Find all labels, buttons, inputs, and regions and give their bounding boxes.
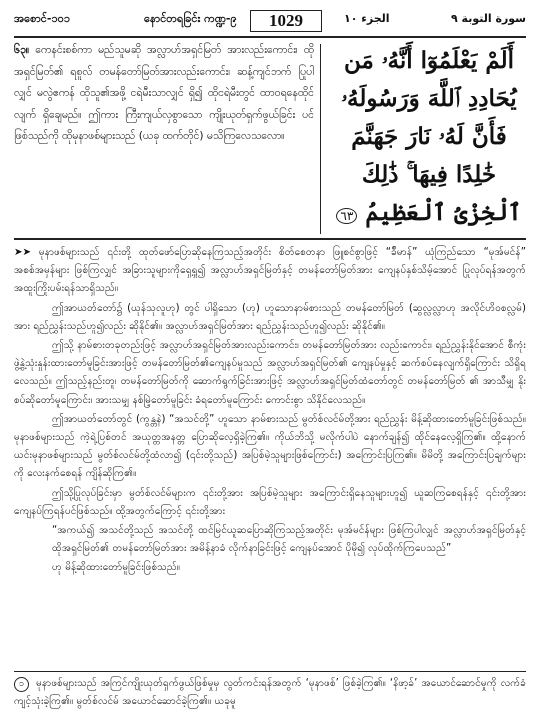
paragraph-text: မုနာဖစ်များသည် ၎င်းတို့ ထုတ်ဖော်ပြောဆိုနေကြသည့်အတိုင်း စိတ်စေတနာ ဖြူစင်စွာဖြင့် “ခ်ီမာန်” ယုံကြည်သော “မုအ်မင်န်” အစစ်အမှန်များ ဖြစ်ကြလျှင် အခြားသူများကိုရှေ့ရှု၍ အလ္လာဟ်အရှင်မြတ်နှင့် တမန်တော်မြတ်အား ကျေနပ်နှစ်သိမ့်အောင် ပြုလုပ်ရန်အတွက် အထူးကြိုးပမ်းရန်သာရှိသည်။ bbox=[14, 247, 526, 295]
footnote-marker: ၁ bbox=[14, 677, 29, 692]
arabic-verse bbox=[332, 42, 526, 235]
section-title: နောင်တရခြင်း ကဏ္ဍ-၉ bbox=[144, 12, 237, 25]
ayah-number-marker: ٦٣ bbox=[336, 208, 357, 224]
arabic-line-text: ٱلْخِزْىُ ٱلْعَظِيمُ bbox=[365, 199, 522, 226]
arabic-line: أَلَمْ يَعْلَمُوٓا أَنَّهُۥ مَن bbox=[343, 47, 515, 74]
commentary-paragraph: ဤအာယတ်တော်၌ (ယုန်သုလူဟု) တွင် ပါရှိသော (ဟု) ဟူသောနာမ်စားသည် တမန်တော်မြတ် (ဆွလ္လလ္လာဟု အလိုင်ဟိဝစလ္လမ်) အား ရည်ညွှန်းသည်ဟူ၍လည်း ဆိုနိုင်၏။ အလ္လာဟ်အရှင်မြတ်အား ရည်ညွှန်းသည်ဟူ၍လည်း ဆိုနိုင်၏။ bbox=[14, 302, 526, 332]
commentary-paragraph: ဤသို့ နာမ်စားတခုတည်းဖြင့် အလ္လာဟ်အရှင်မြတ်အားလည်းကောင်း၊ တမန်တော်မြတ်အား လည်းကောင်း၊ ရည်ညွှန်းနိုင်အောင် စီကုံးဖွဲ့နွဲ့သုံးနှုန်းထားတော်မူခြင်းအားဖြင့် တမန်တော်မြတ်၏ကျေနပ်မှုသည် အလ္လာဟ်အရှင်မြတ်၏ ကျေနပ်မှုနှင့် ဆက်စပ်နေလျက်ရှိကြောင်း သိရှိရလေသည်။ ဤသည့်နည်းတူ၊ တမန်တော်မြတ်ကို ဆောက်ရွက်ခြင်းအားဖြင့် အလ္လာဟ်အရှင်မြတ်ထံတော်တွင် တမန်တော်မြတ် ၏ အာသီမျှ နိုးစပ်ဆိုတော်မူကြောင်း၊ အားသမျှ နစ်မြဲ့တော်မူခြင်း ခံရတော်မူကြောင်း ကောင်းစွာ သိနိုင်လေသည်။ bbox=[14, 340, 526, 406]
translation-line: ထက်တိုင်) မသိကြလေသလော။ bbox=[162, 130, 285, 143]
page-header bbox=[14, 10, 526, 38]
commentary-paragraph: ဤအာယတ်တော်တွင် (ကွန္တနဲ) “အသင်တို့” ဟူသော နာမ်စားသည် မွတ်စ်လင်မ်တို့အား ရည်ညွှန်း မိန့်ဆိုထားတော်မူခြင်းဖြစ်သည်။ မုနာဖစ်များသည် ကဲ့ရဲ့ပြစ်တင် အယုတ္တအနတ္တ ပြောဆိုလေ့ရှိခဲ့ကြ၏။ ကိုယ်ဘိသို့ မလိုက်ပါပဲ နောက်ချန်၍ ထိုင်နေလေ့ရှိကြ၏။ ထို့နောက် ယင်းမုနာဖစ်များသည် မွတ်စ်လင်မ်တို့ထံလာ၍ (၎င်းတို့သည်) အပြစ်မဲ့သူများဖြစ်ကြောင်း) အကြောင်းပြကြ၏။ မိမိတို့ အကြောင်းပြချက်များကို လေးနက်စေရန် ကျိန်ဆိုကြ၏။ bbox=[14, 413, 526, 480]
arabic-line bbox=[332, 194, 526, 235]
footnote-text: မုနာဖစ်များသည် အကြင်ကျိုးယုတ်ရှက်ဖွယ်ဖြစ်မှုမှ လွတ်ကင်းရန်အတွက် ‘မုနာဖစ်’ ဖြစ်ခဲ့ကြ၏။ ‘နိဖာ့ခ်’ အယောင်ဆောင်မှုကို လက်ခံကျင့်သုံးခဲ့ကြ၏။ မွတ်စ်လင်မ် အယောင်ဆောင်ခဲ့ကြ၏။ ယခုမူ bbox=[14, 678, 526, 707]
commentary-paragraph: ဟု မိန့်ဆိုထားတော်မူခြင်းဖြစ်သည်။ bbox=[52, 562, 180, 574]
translation-line: ရှိ၍ ထိုငရဲမီးတွင် ထာဝရနေထိုင်လျက် ရှိချေမည်။ bbox=[14, 87, 315, 121]
translation-line: ပြုပါလျှင် မလွဲဧကန် ထိုသူ၏အဖို့ ငရဲမီးသာလျှင် bbox=[14, 65, 314, 100]
translation-line: အားလည်းကောင်း၊ ထို အရှင်မြတ်၏ ရစူလ် bbox=[14, 44, 314, 78]
arabic-line: فَأَنَّ لَهُۥ نَارَ جَهَنَّمَ bbox=[351, 123, 507, 150]
arrow-icon: ➤➤ bbox=[14, 247, 32, 258]
verse-number: ၆၃။ bbox=[14, 44, 30, 56]
column-divider bbox=[320, 44, 321, 234]
footnote bbox=[14, 675, 526, 711]
issue-number: အစောင်-၁၀၁ bbox=[14, 12, 71, 25]
footnote-divider bbox=[14, 671, 526, 672]
arabic-line: خَٰلِدًا فِيهَا ۚ ذَٰلِكَ bbox=[361, 161, 497, 188]
commentary-quote: “အကယ်၍ အသင်တို့သည် အသင်တို့ ထင်မြင်ယူဆပြောဆိုကြသည့်အတိုင်း မုအ်မင်န်များ ဖြစ်ကြပါလျှင် အလ္လာဟ်အရှင်မြတ်နှင့် ထိုအရှင်မြတ်၏ တမန်တော်မြတ်အား အမိန့်နာခံ လိုက်နာခြင်းဖြင့် ကျေနပ်အောင် ပိုမို၍ လုပ်ထိုက်ကြပေသည်” bbox=[52, 525, 526, 555]
commentary bbox=[14, 244, 526, 579]
page-number: 1029 bbox=[250, 10, 322, 32]
verse-translation bbox=[14, 40, 314, 148]
translation-line: ကေနင်းစစ်ကာ မည်သူမဆို အလ္လာဟ်အရှင်မြတ် bbox=[35, 44, 222, 56]
translation-line: ဤကား ကြီးကျယ်လှစွာသော ကျိုးယုတ်ရှက်ဖွယ်ခြင်း bbox=[88, 108, 296, 121]
commentary-paragraph bbox=[14, 244, 526, 299]
juz-label: الجزء ١٠ bbox=[344, 12, 390, 25]
verse-section bbox=[14, 40, 526, 240]
translation-line: ပင် ဖြစ်သည်ကို ထိုမုနာဖစ်များသည် (ယခု bbox=[14, 108, 315, 143]
commentary-paragraph: ဤသို့ပြုလုပ်ခြင်းမှာ မွတ်စ်လင်မ်များက ၎င်းတို့အား အပြစ်မဲ့သူများ အကြောင်းရှိနေသူများဟူ၍ ယူဆကြစေရန်နှင့် ၎င်းတို့အား ကျေနပ်ကြရန်ပင်ဖြစ်သည်။ ထို့အတွက်ကြောင့် ၎င်းတို့အား bbox=[14, 487, 526, 517]
section-divider bbox=[14, 238, 526, 240]
surah-label: سورة التوبة ٩ bbox=[450, 12, 526, 25]
translation-line: တမန်တော်မြတ်အားလည်းကောင်း၊ ဆန့်ကျင်ဘက် bbox=[99, 65, 292, 78]
arabic-line: يُحَادِدِ ٱللَّهَ وَرَسُولَهُۥ bbox=[341, 85, 517, 112]
